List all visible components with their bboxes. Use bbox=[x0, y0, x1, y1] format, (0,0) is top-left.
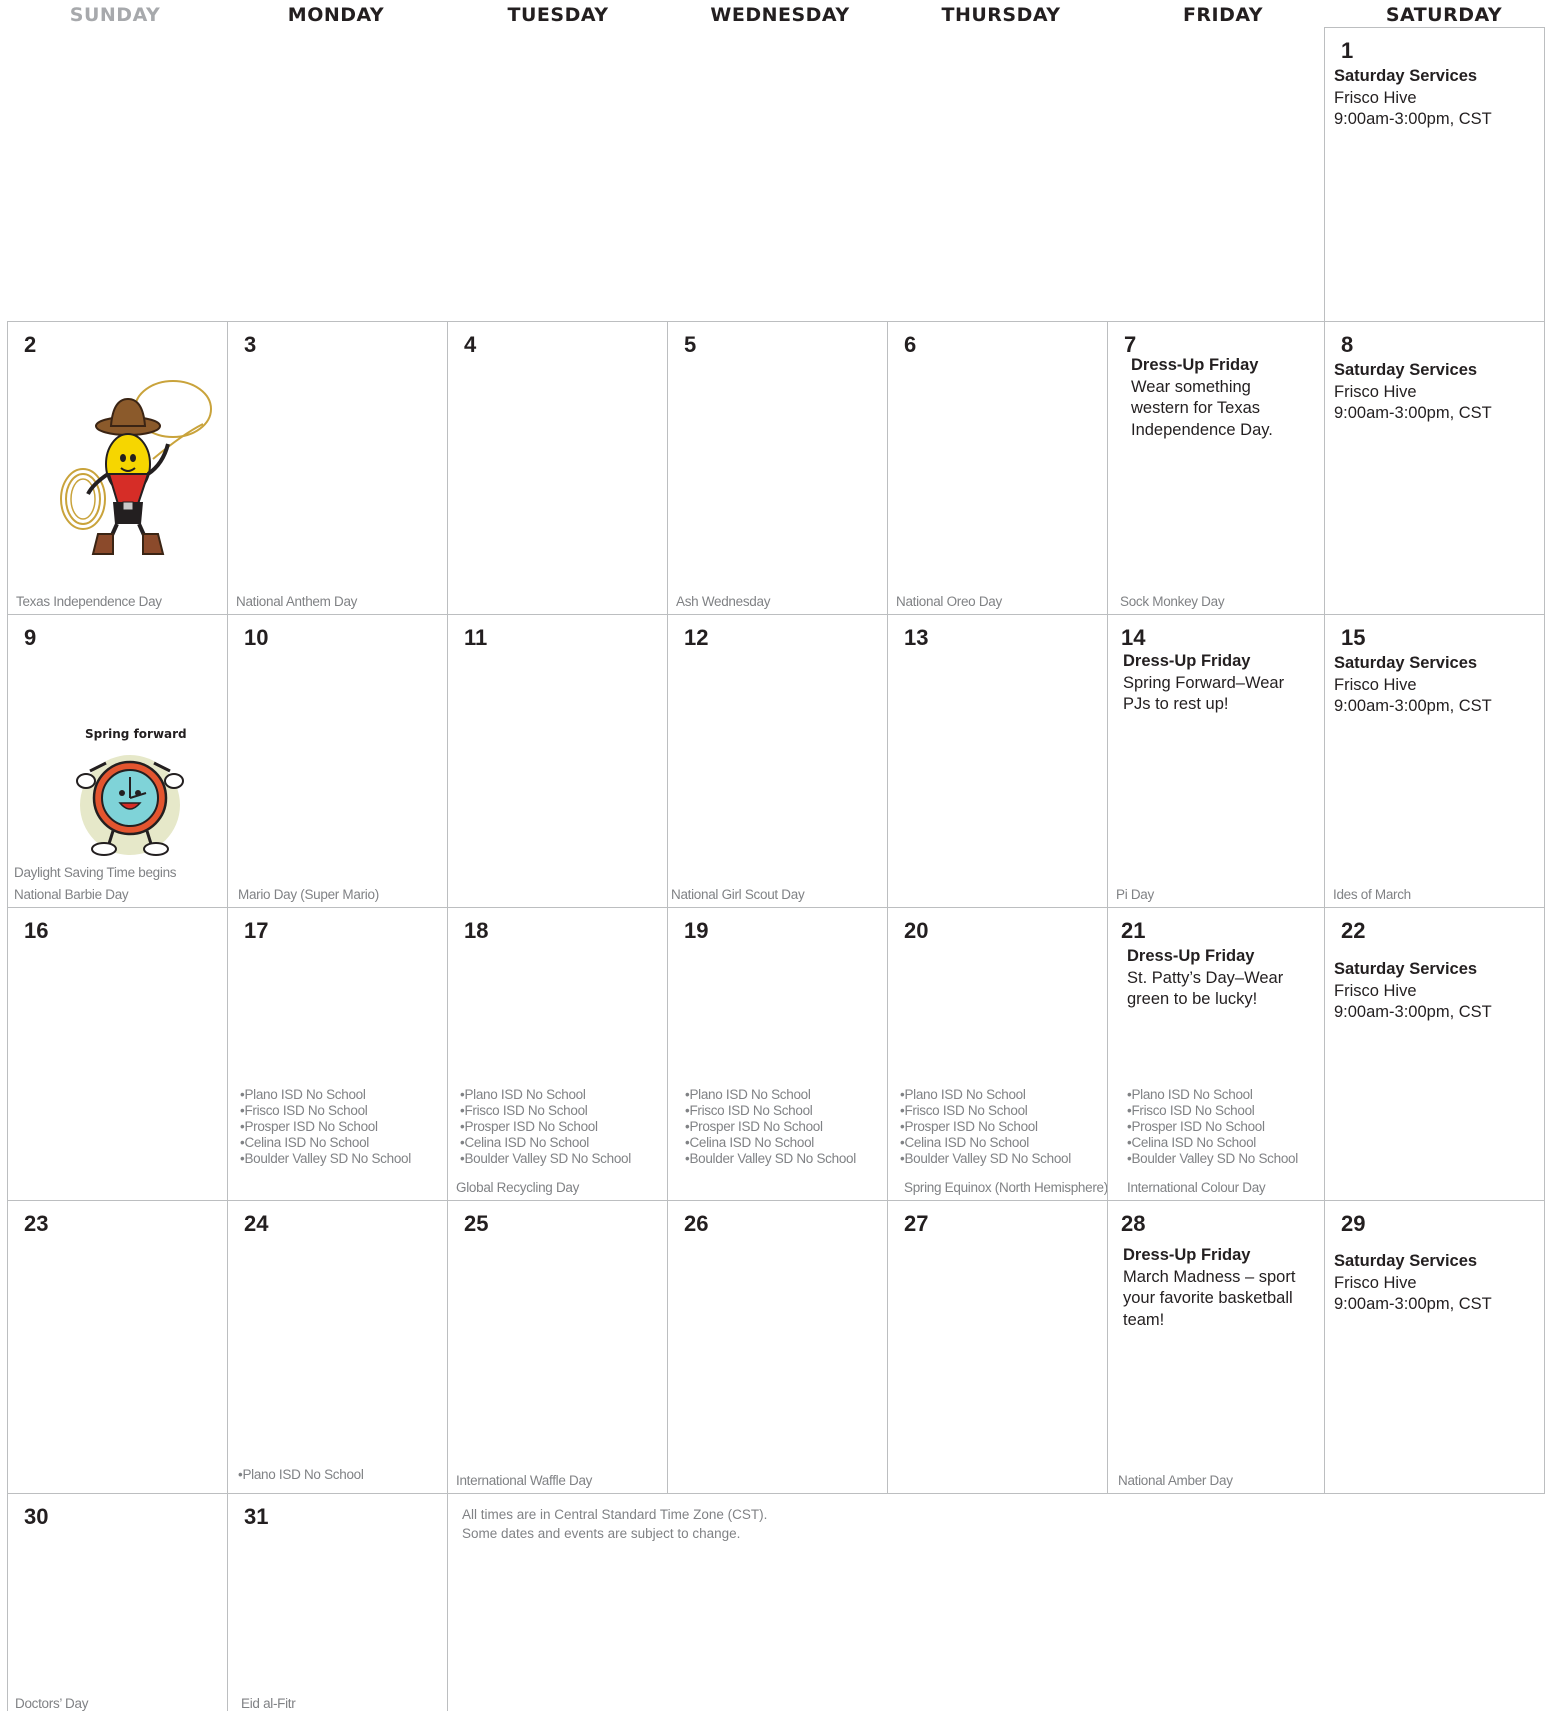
cowboy-mascot-illustration bbox=[53, 374, 218, 559]
day-cell-15[interactable] bbox=[1324, 614, 1545, 908]
school-closure-item: • Plano ISD No School bbox=[238, 1467, 428, 1483]
school-closure-item: • Celina ISD No School bbox=[900, 1135, 1090, 1151]
day-cell-9[interactable] bbox=[7, 614, 228, 908]
day-number: 3 bbox=[244, 332, 257, 357]
school-closure-item: • Celina ISD No School bbox=[685, 1135, 875, 1151]
school-closures-list bbox=[240, 1087, 430, 1167]
day-number: 8 bbox=[1341, 332, 1354, 357]
day-cell-27[interactable] bbox=[887, 1200, 1108, 1494]
event-title: Saturday Services bbox=[1334, 1252, 1478, 1270]
observance-label: Sock Monkey Day bbox=[1120, 594, 1225, 609]
school-closures-list bbox=[900, 1087, 1090, 1167]
footnote-line: All times are in Central Standard Time Zone (CST). bbox=[462, 1507, 768, 1522]
day-cell-29[interactable] bbox=[1324, 1200, 1545, 1494]
school-closure-item: • Boulder Valley SD No School bbox=[1127, 1151, 1317, 1167]
day-cell-24[interactable] bbox=[227, 1200, 448, 1494]
school-closure-item: • Plano ISD No School bbox=[685, 1087, 875, 1103]
weekday-monday: MONDAY bbox=[287, 4, 385, 26]
day-number: 6 bbox=[904, 332, 917, 357]
observance-label: Texas Independence Day bbox=[16, 594, 162, 609]
event-line: team! bbox=[1123, 1310, 1165, 1329]
day-number: 4 bbox=[464, 332, 477, 357]
day-number: 27 bbox=[904, 1211, 929, 1236]
event-title: Dress-Up Friday bbox=[1123, 1246, 1251, 1264]
day-number: 12 bbox=[684, 625, 709, 650]
school-closure-item: • Boulder Valley SD No School bbox=[460, 1151, 650, 1167]
day-cell-26[interactable] bbox=[667, 1200, 888, 1494]
day-number: 16 bbox=[24, 918, 49, 943]
weekday-sunday: SUNDAY bbox=[69, 4, 161, 26]
observance-label: International Waffle Day bbox=[456, 1473, 593, 1488]
event-title: Saturday Services bbox=[1334, 67, 1478, 85]
day-number: 28 bbox=[1121, 1211, 1146, 1236]
observance-label: Global Recycling Day bbox=[456, 1180, 580, 1195]
day-number: 13 bbox=[904, 625, 929, 650]
day-number: 29 bbox=[1341, 1211, 1366, 1236]
observance-label: Eid al-Fitr bbox=[241, 1696, 296, 1711]
day-number: 5 bbox=[684, 332, 697, 357]
weekday-friday: FRIDAY bbox=[1182, 4, 1264, 26]
dress-up-friday-event bbox=[1131, 355, 1321, 441]
day-number: 20 bbox=[904, 918, 929, 943]
day-cell-5[interactable] bbox=[667, 321, 888, 615]
weekday-wednesday: WEDNESDAY bbox=[710, 4, 850, 26]
observance-label: National Girl Scout Day bbox=[671, 887, 805, 902]
footnote-area-top-border bbox=[447, 1493, 1545, 1494]
day-number: 2 bbox=[24, 332, 37, 357]
day-number: 30 bbox=[24, 1504, 49, 1529]
event-title: Dress-Up Friday bbox=[1131, 356, 1259, 374]
event-line: your favorite basketball bbox=[1123, 1289, 1293, 1307]
observance-label: National Oreo Day bbox=[896, 594, 1002, 609]
event-time: 9:00am-3:00pm, CST bbox=[1334, 110, 1492, 128]
day-number: 25 bbox=[464, 1211, 489, 1236]
school-closure-item: • Prosper ISD No School bbox=[460, 1119, 650, 1135]
school-closure-item: • Plano ISD No School bbox=[1127, 1087, 1317, 1103]
school-closure-item: • Boulder Valley SD No School bbox=[900, 1151, 1090, 1167]
event-location: Frisco Hive bbox=[1334, 675, 1417, 694]
school-closure-item: • Prosper ISD No School bbox=[1127, 1119, 1317, 1135]
day-number: 18 bbox=[464, 918, 489, 943]
school-closure-item: • Boulder Valley SD No School bbox=[685, 1151, 875, 1167]
school-closures-list bbox=[685, 1087, 875, 1167]
observance-label: Pi Day bbox=[1116, 887, 1154, 902]
day-cell-14[interactable] bbox=[1107, 614, 1325, 908]
observance-label: Doctors’ Day bbox=[15, 1696, 89, 1711]
day-number: 7 bbox=[1124, 332, 1137, 357]
day-number: 22 bbox=[1341, 918, 1366, 943]
day-cell-31[interactable] bbox=[227, 1493, 448, 1711]
day-number: 11 bbox=[464, 625, 488, 650]
day-cell-22[interactable] bbox=[1324, 907, 1545, 1201]
day-number: 24 bbox=[244, 1211, 269, 1236]
day-cell-1[interactable] bbox=[1324, 27, 1545, 322]
event-time: 9:00am-3:00pm, CST bbox=[1334, 1295, 1492, 1313]
school-closures-list bbox=[460, 1087, 650, 1167]
school-closures-list bbox=[1127, 1087, 1317, 1167]
day-cell-13[interactable] bbox=[887, 614, 1108, 908]
observance-label: Spring Equinox (North Hemisphere) bbox=[904, 1180, 1108, 1195]
day-number: 31 bbox=[244, 1504, 269, 1529]
school-closure-item: • Frisco ISD No School bbox=[685, 1103, 875, 1119]
day-number: 1 bbox=[1341, 38, 1354, 63]
event-line: St. Patty’s Day–Wear bbox=[1127, 968, 1284, 987]
school-closures-list bbox=[238, 1467, 428, 1483]
school-closure-item: • Frisco ISD No School bbox=[900, 1103, 1090, 1119]
event-location: Frisco Hive bbox=[1334, 88, 1417, 107]
school-closure-item: • Prosper ISD No School bbox=[240, 1119, 430, 1135]
day-number: 9 bbox=[24, 625, 37, 650]
event-time: 9:00am-3:00pm, CST bbox=[1334, 1003, 1492, 1021]
observance-label: National Amber Day bbox=[1118, 1473, 1233, 1488]
day-number: 19 bbox=[684, 918, 709, 943]
weekday-thursday: THURSDAY bbox=[941, 4, 1061, 26]
saturday-services-event bbox=[1334, 1251, 1524, 1316]
observance-label: Ides of March bbox=[1333, 887, 1411, 902]
day-cell-2[interactable] bbox=[7, 321, 228, 615]
event-line: PJs to rest up! bbox=[1123, 695, 1229, 713]
event-time: 9:00am-3:00pm, CST bbox=[1334, 697, 1492, 715]
school-closure-item: • Plano ISD No School bbox=[460, 1087, 650, 1103]
dress-up-friday-event bbox=[1123, 651, 1313, 716]
day-number: 26 bbox=[684, 1211, 709, 1236]
event-line: green to be lucky! bbox=[1127, 990, 1258, 1008]
day-number: 10 bbox=[244, 625, 269, 650]
school-closure-item: • Frisco ISD No School bbox=[460, 1103, 650, 1119]
event-title: Dress-Up Friday bbox=[1123, 652, 1251, 670]
day-cell-4[interactable] bbox=[447, 321, 668, 615]
day-number: 15 bbox=[1341, 625, 1366, 650]
school-closure-item: • Prosper ISD No School bbox=[900, 1119, 1090, 1135]
alarm-clock-mascot-illustration bbox=[68, 743, 198, 863]
school-closure-item: • Plano ISD No School bbox=[240, 1087, 430, 1103]
school-closure-item: • Frisco ISD No School bbox=[240, 1103, 430, 1119]
saturday-services-event bbox=[1334, 66, 1524, 131]
spring-forward-caption: Spring forward bbox=[85, 727, 187, 741]
observance-label: National Barbie Day bbox=[14, 887, 129, 902]
day-cell-12[interactable] bbox=[667, 614, 888, 908]
day-cell-21[interactable] bbox=[1107, 907, 1325, 1201]
day-cell-20[interactable] bbox=[887, 907, 1108, 1201]
dress-up-friday-event bbox=[1127, 946, 1317, 1011]
event-line: Wear something bbox=[1131, 377, 1251, 396]
day-cell-17[interactable] bbox=[227, 907, 448, 1201]
day-cell-23[interactable] bbox=[7, 1200, 228, 1494]
weekday-saturday: SATURDAY bbox=[1385, 4, 1503, 26]
school-closure-item: • Frisco ISD No School bbox=[1127, 1103, 1317, 1119]
day-number: 21 bbox=[1121, 918, 1146, 943]
footnote bbox=[462, 1505, 767, 1543]
day-cell-7[interactable] bbox=[1107, 321, 1325, 615]
school-closure-item: • Celina ISD No School bbox=[460, 1135, 650, 1151]
event-location: Frisco Hive bbox=[1334, 382, 1417, 401]
observance-label: Ash Wednesday bbox=[676, 594, 771, 609]
observance-label: National Anthem Day bbox=[236, 594, 358, 609]
dress-up-friday-event bbox=[1123, 1245, 1313, 1331]
event-title: Saturday Services bbox=[1334, 960, 1478, 978]
day-cell-11[interactable] bbox=[447, 614, 668, 908]
saturday-services-event bbox=[1334, 959, 1524, 1024]
day-cell-25[interactable] bbox=[447, 1200, 668, 1494]
school-closure-item: • Celina ISD No School bbox=[1127, 1135, 1317, 1151]
observance-label: Daylight Saving Time begins bbox=[14, 865, 177, 880]
event-title: Saturday Services bbox=[1334, 654, 1478, 672]
event-title: Dress-Up Friday bbox=[1127, 947, 1255, 965]
event-line: western for Texas bbox=[1131, 399, 1261, 417]
event-line: March Madness – sport bbox=[1123, 1267, 1296, 1286]
day-number: 17 bbox=[244, 918, 269, 943]
day-cell-18[interactable] bbox=[447, 907, 668, 1201]
day-cell-3[interactable] bbox=[227, 321, 448, 615]
day-cell-28[interactable] bbox=[1107, 1200, 1325, 1494]
event-line: Spring Forward–Wear bbox=[1123, 673, 1285, 692]
school-closure-item: • Plano ISD No School bbox=[900, 1087, 1090, 1103]
event-line: Independence Day. bbox=[1131, 420, 1273, 439]
school-closure-item: • Boulder Valley SD No School bbox=[240, 1151, 430, 1167]
day-cell-8[interactable] bbox=[1324, 321, 1545, 615]
saturday-services-event bbox=[1334, 653, 1524, 718]
school-closure-item: • Prosper ISD No School bbox=[685, 1119, 875, 1135]
day-cell-16[interactable] bbox=[7, 907, 228, 1201]
school-closure-item: • Celina ISD No School bbox=[240, 1135, 430, 1151]
day-cell-19[interactable] bbox=[667, 907, 888, 1201]
day-cell-30[interactable] bbox=[7, 1493, 228, 1711]
day-cell-10[interactable] bbox=[227, 614, 448, 908]
observance-label: Mario Day (Super Mario) bbox=[238, 887, 379, 902]
event-location: Frisco Hive bbox=[1334, 981, 1417, 1000]
day-number: 23 bbox=[24, 1211, 49, 1236]
saturday-services-event bbox=[1334, 360, 1524, 425]
event-title: Saturday Services bbox=[1334, 361, 1478, 379]
day-number: 14 bbox=[1121, 625, 1146, 650]
observance-label: International Colour Day bbox=[1127, 1180, 1266, 1195]
day-cell-6[interactable] bbox=[887, 321, 1108, 615]
event-location: Frisco Hive bbox=[1334, 1273, 1417, 1292]
weekday-tuesday: TUESDAY bbox=[507, 4, 609, 26]
footnote-line: Some dates and events are subject to change. bbox=[462, 1526, 741, 1541]
event-time: 9:00am-3:00pm, CST bbox=[1334, 404, 1492, 422]
